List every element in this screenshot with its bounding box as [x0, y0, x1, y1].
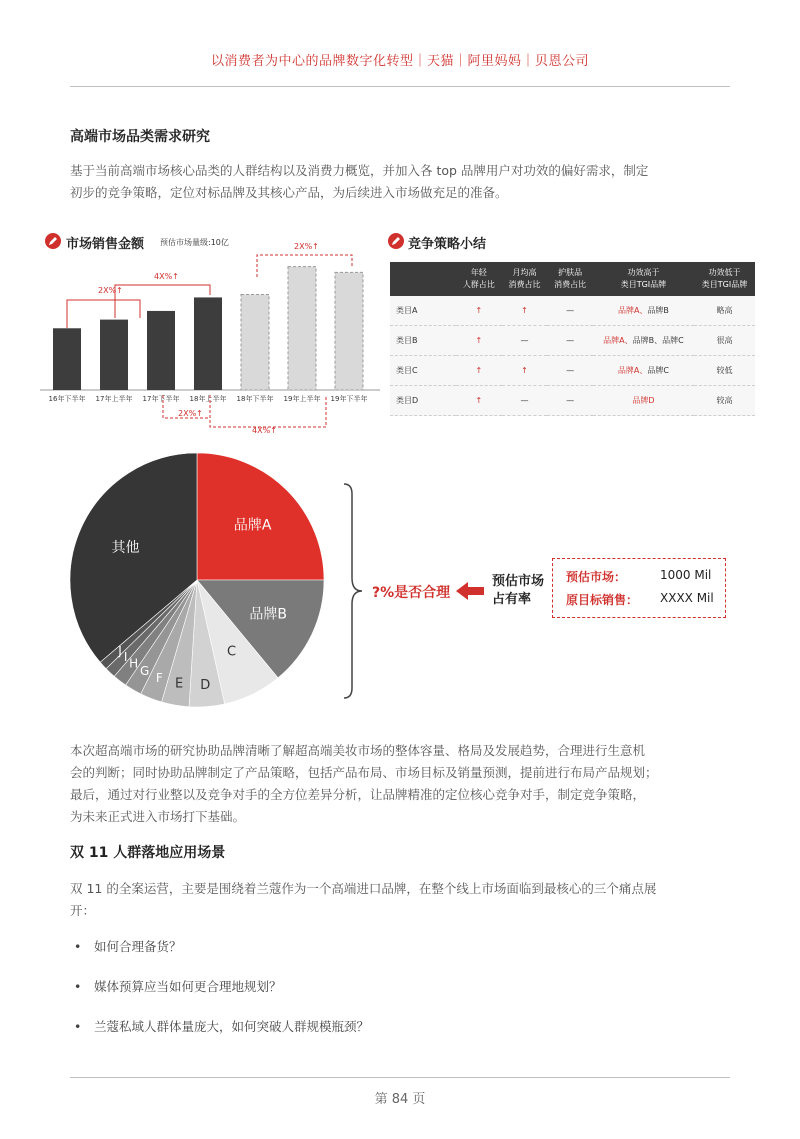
table-header-cell — [390, 262, 456, 296]
bullet-icon: • — [74, 979, 82, 994]
bar — [335, 272, 363, 390]
bar-category-label: 19年上半年 — [283, 395, 321, 403]
annotation-label: 2X%↑ — [294, 242, 319, 251]
annotation-label: 2X%↑ — [178, 409, 203, 418]
est-market-value: 1000 Mil — [660, 568, 712, 582]
table-cell: — — [547, 356, 593, 386]
bar — [241, 295, 269, 390]
research-summary-paragraph — [70, 740, 740, 828]
list-item — [74, 1017, 369, 1035]
table-cell: 类目C — [390, 356, 456, 386]
table-cell: ↑ — [456, 326, 502, 356]
table-row — [390, 326, 755, 356]
list-item-text: 媒体预算应当如何更合理地规划？ — [94, 979, 282, 994]
section-heading-double11: 双 11 人群落地应用场景 — [70, 845, 226, 861]
bar-category-label: 17年上半年 — [95, 395, 133, 403]
pie-slice-label: G — [139, 664, 150, 678]
paragraph-line: 会的判断；同时协助品牌制定了产品策略，包括产品布局、市场目标及销量预测，提前进行布局产品规划； — [70, 765, 658, 780]
table-cell: 品牌A、品牌C — [593, 356, 694, 386]
table-cell: — — [502, 386, 548, 416]
sales-panel-title: 市场销售金额 — [66, 237, 145, 252]
table-cell: 类目A — [390, 296, 456, 326]
table-cell: ↑ — [456, 356, 502, 386]
pie-slice-label: C — [227, 644, 237, 660]
pie-slice-label: F — [155, 671, 163, 686]
table-cell: 略高 — [694, 296, 755, 326]
bullet-icon: • — [74, 1019, 82, 1034]
bar — [147, 311, 175, 390]
table-cell: ↑ — [502, 296, 548, 326]
table-cell: 品牌A、品牌B、品牌C — [593, 326, 694, 356]
pie-slice-label: J — [118, 644, 122, 659]
pie-slice-label: H — [129, 656, 139, 671]
table-header-cell: 月均高 消费占比 — [502, 262, 548, 296]
table-cell: 很高 — [694, 326, 755, 356]
document-header-title: 以消费者为中心的品牌数字化转型｜天猫｜阿里妈妈｜贝恩公司 — [210, 54, 589, 69]
paragraph-line: 双 11 的全案运营，主要是围绕着兰蔻作为一个高端进口品牌，在整个线上市场面临到最核心的三个痛点展 — [70, 881, 657, 896]
table-header-cell: 护肤品 消费占比 — [547, 262, 593, 296]
bar-label-group — [49, 394, 368, 403]
section-heading-premium-market: 高端市场品类需求研究 — [70, 129, 210, 145]
pie-slice-label: I — [123, 649, 128, 664]
bar-category-label: 18年上半年 — [189, 395, 227, 403]
table-cell: — — [547, 296, 593, 326]
annotation-label: 2X%↑ — [98, 286, 123, 295]
pie-slice-label: D — [200, 677, 211, 693]
market-size-note: 预估市场量级:10亿 — [160, 238, 229, 247]
pencil-icon — [388, 233, 404, 249]
strategy-table — [390, 262, 755, 416]
estimate-box — [552, 558, 726, 618]
table-cell: 品牌D — [593, 386, 694, 416]
bar-category-label: 17年下半年 — [142, 395, 180, 403]
table-header-cell: 功效低于 类目TGI品牌 — [694, 262, 755, 296]
paragraph-line: 最后，通过对行业整以及竞争对手的全方位差异分析，让品牌精准的定位核心竞争对手，制定竞争策略， — [70, 787, 646, 802]
target-sales-label: 原目标销售： — [566, 593, 639, 607]
bar — [288, 267, 316, 390]
share-question: ?%是否合理 — [372, 585, 451, 601]
table-row — [390, 386, 755, 416]
paragraph-line: 初步的竞争策略，定位对标品牌及其核心产品，为后续进入市场做充足的准备。 — [70, 185, 508, 200]
table-cell: 较低 — [694, 356, 755, 386]
share-label-line: 占有率 — [492, 592, 532, 607]
bar — [100, 320, 128, 390]
list-item-text: 如何合理备货？ — [94, 939, 182, 954]
arrow-left-icon — [456, 581, 486, 601]
table-cell: 较高 — [694, 386, 755, 416]
bar-category-label: 18年下半年 — [236, 395, 274, 403]
share-label — [492, 573, 544, 609]
est-market-label: 预估市场： — [566, 570, 627, 584]
table-cell: 品牌A、品牌B — [593, 296, 694, 326]
target-sales-value: XXXX Mil — [660, 591, 714, 605]
annotation-label: 4X%↑ — [154, 272, 179, 281]
pie-slice-label: 品牌B — [249, 606, 288, 623]
pie-slice-group — [70, 453, 324, 707]
pie-slice-label: E — [174, 676, 184, 692]
paragraph-line: 本次超高端市场的研究协助品牌清晰了解超高端美妆市场的整体容量、格局及发展趋势，合理进行生意机 — [70, 743, 646, 758]
pie-slice-label: 品牌A — [233, 517, 272, 534]
table-header-cell: 功效高于 类目TGI品牌 — [593, 262, 694, 296]
bar — [194, 297, 222, 390]
table-cell: — — [502, 326, 548, 356]
pencil-icon — [45, 233, 61, 249]
bar — [53, 328, 81, 390]
section-intro-paragraph — [70, 160, 740, 204]
table-cell: 类目B — [390, 326, 456, 356]
bullet-icon: • — [74, 939, 82, 954]
curly-brace — [338, 480, 368, 702]
table-header-cell: 年轻 人群占比 — [456, 262, 502, 296]
list-item — [74, 937, 182, 955]
paragraph-line: 基于当前高端市场核心品类的人群结构以及消费力概览，并加入各 top 品牌用户对功效的偏好需求，制定 — [70, 163, 649, 178]
table-cell: — — [547, 386, 593, 416]
brand-share-pie-chart — [60, 450, 340, 710]
table-cell: 类目D — [390, 386, 456, 416]
annotation-label: 4X%↑ — [252, 426, 277, 435]
table-cell: ↑ — [456, 386, 502, 416]
double11-paragraph — [70, 878, 740, 922]
table-cell: — — [547, 326, 593, 356]
table-cell: ↑ — [502, 356, 548, 386]
table-cell: ↑ — [456, 296, 502, 326]
list-item-text: 兰蔻私域人群体量庞大，如何突破人群规模瓶颈？ — [94, 1019, 370, 1034]
table-row — [390, 296, 755, 326]
list-item — [74, 977, 282, 995]
bar-category-label: 16年下半年 — [48, 395, 86, 403]
page-number: 第 84 页 — [374, 1092, 426, 1107]
header-divider — [70, 86, 730, 87]
table-header-row — [390, 262, 755, 296]
share-label-line: 预估市场 — [492, 574, 545, 589]
bar-category-label: 19年下半年 — [330, 395, 368, 403]
pie-slice-label: 其他 — [111, 539, 140, 556]
footer-divider — [70, 1077, 730, 1078]
table-row — [390, 356, 755, 386]
strategy-panel-title: 竞争策略小结 — [408, 237, 487, 252]
paragraph-line: 开： — [70, 903, 96, 918]
paragraph-line: 为未来正式进入市场打下基础。 — [70, 809, 246, 824]
